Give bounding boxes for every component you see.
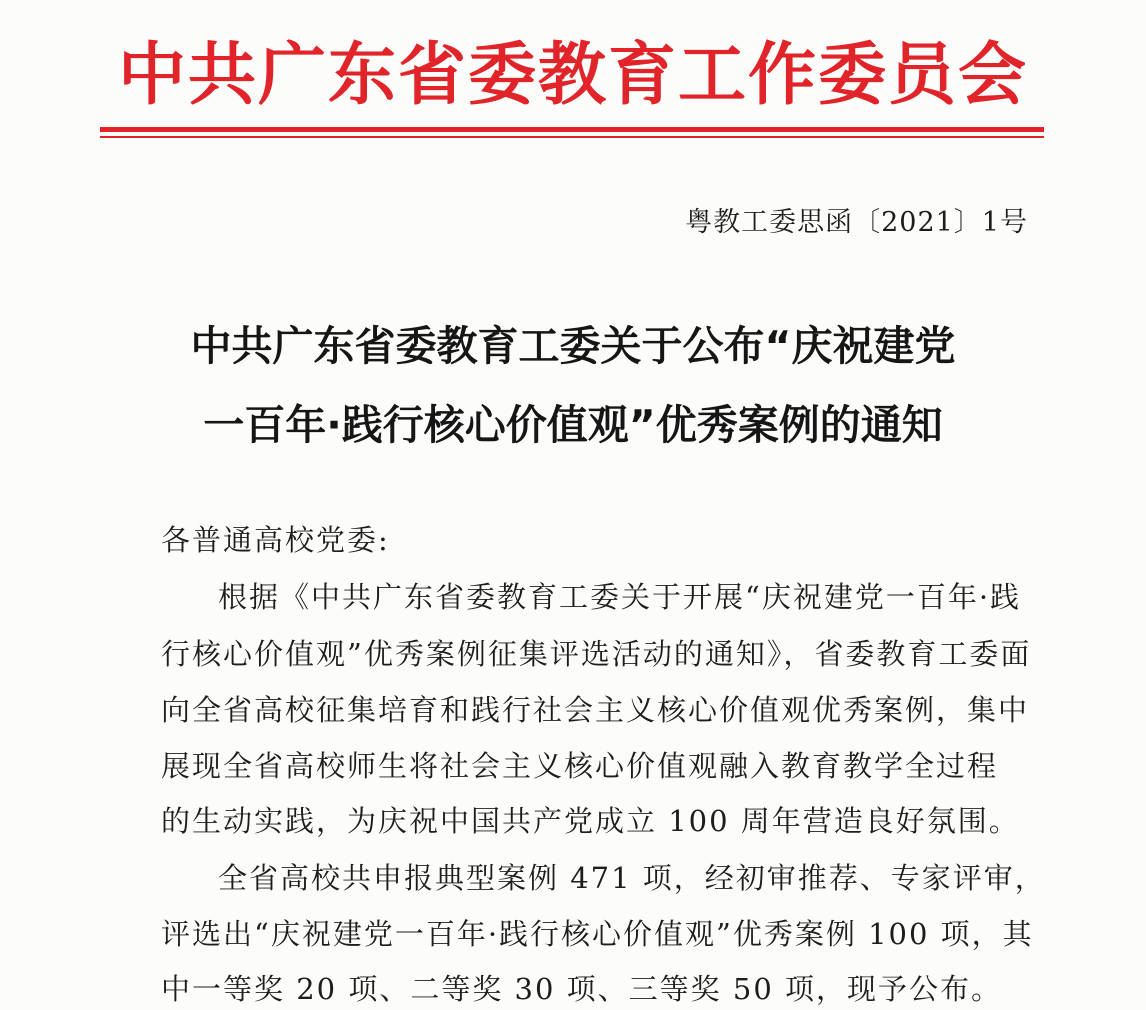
body-line-6: 全省高校共申报典型案例 471 项，经初审推荐、专家评审， (218, 861, 1046, 895)
letterhead-rule-thick (100, 127, 1044, 132)
document-number: 粤教工委思函〔2021〕1号 (685, 207, 1028, 238)
document-title-line-2: 一百年·践行核心价值观”优秀案例的通知 (203, 401, 943, 449)
body-line-5: 的生动实践，为庆祝中国共产党成立 100 周年营造良好氛围。 (161, 804, 1020, 838)
body-line-8: 中一等奖 20 项、二等奖 30 项、三等奖 50 项，现予公布。 (161, 972, 1003, 1006)
letterhead-rule-thin (100, 136, 1044, 138)
body-line-7: 评选出“庆祝建党一百年·践行核心价值观”优秀案例 100 项，其 (161, 917, 1034, 951)
letterhead-title: 中共广东省委教育工作委员会 (117, 36, 1028, 115)
document-title-line-1: 中共广东省委教育工委关于公布“庆祝建党 (190, 322, 956, 370)
salutation: 各普通高校党委: (161, 523, 390, 557)
body-line-4: 展现全省高校师生将社会主义核心价值观融入教育教学全过程 (161, 749, 999, 783)
body-line-3: 向全省高校征集培育和践行社会主义核心价值观优秀案例，集中 (161, 693, 1030, 727)
body-line-2: 行核心价值观”优秀案例征集评选活动的通知》，省委教育工委面 (161, 637, 1032, 671)
body-line-1: 根据《中共广东省委教育工委关于开展“庆祝建党一百年·践 (218, 580, 1022, 614)
